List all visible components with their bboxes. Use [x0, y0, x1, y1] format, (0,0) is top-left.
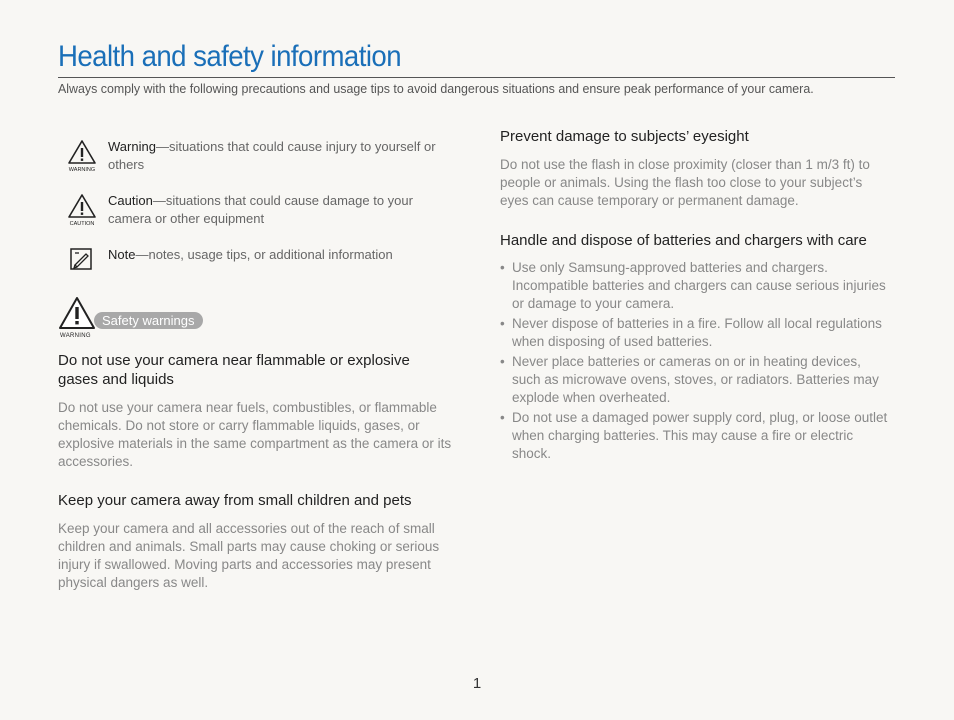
intro-text: Always comply with the following precautions and usage tips to avoid dangerous situations and ensure peak performance of your camera. — [58, 81, 814, 96]
section-eyesight-heading: Prevent damage to subjects’ eyesight — [500, 128, 749, 145]
warning-icon-caption: WARNING — [68, 167, 96, 173]
section-batteries — [500, 231, 892, 465]
title-divider — [58, 77, 895, 78]
legend-warning-text — [108, 138, 438, 174]
page-title: Health and safety information — [58, 40, 402, 73]
caution-icon — [66, 192, 98, 233]
section-eyesight-body: Do not use the flash in close proximity (closer than 1 m/3 ft) to people or animals. Using the flash too close to your subject’s eyes can cause temporary or permanent damage. — [500, 157, 870, 208]
legend-note-term: Note — [108, 247, 136, 262]
section-eyesight — [500, 127, 890, 210]
legend-caution-term: Caution — [108, 193, 153, 208]
section-flammable-heading: Do not use your camera near flammable or explosive gases and liquids — [58, 352, 410, 388]
section-flammable — [58, 351, 453, 471]
legend-caution-desc: —situations that could cause damage to your camera or other equipment — [108, 193, 413, 226]
list-item: • Do not use a damaged power supply cord, plug, or loose outlet when charging batteries. This may cause a fire or electric shock. — [500, 409, 892, 463]
warning-icon — [66, 138, 98, 179]
caution-icon-caption: CAUTION — [69, 221, 95, 227]
page-number: 1 — [472, 675, 482, 692]
legend-warning-desc: —situations that could cause injury to yourself or others — [108, 139, 436, 172]
section-flammable-body: Do not use your camera near fuels, combustibles, or flammable chemicals. Do not store or carry flammable liquids, gases, or explosive materials in the same compartment as the camera or its accessories. — [58, 400, 452, 469]
safety-warnings-label: Safety warnings — [94, 312, 203, 329]
list-item: • Never place batteries or cameras on or in heating devices, such as microwave ovens, stoves, or radiators. Batteries may explode when overheated. — [500, 353, 892, 407]
legend-note-text — [108, 246, 438, 264]
section-children-body: Keep your camera and all accessories out of the reach of small children and animals. Small parts may cause choking or serious injury if swallowed. Moving parts and accessories may present physical dangers as well. — [58, 521, 440, 590]
legend-caution-text — [108, 192, 438, 228]
legend-note-desc: —notes, usage tips, or additional information — [135, 247, 393, 262]
list-item: • Use only Samsung-approved batteries and chargers. Incompatible batteries and chargers can cause serious injuries or damage to your camera. — [500, 259, 892, 313]
section-children-heading: Keep your camera away from small children and pets — [58, 492, 412, 509]
list-item: • Never dispose of batteries in a fire. Follow all local regulations when disposing of used batteries. — [500, 315, 892, 351]
section-children — [58, 491, 453, 592]
section-batteries-heading: Handle and dispose of batteries and chargers with care — [500, 232, 867, 249]
legend-warning-term: Warning — [108, 139, 156, 154]
batteries-bullet-list — [500, 259, 892, 463]
safety-warnings-caption: WARNING — [60, 333, 91, 339]
safety-warning-icon — [58, 296, 98, 332]
note-icon — [70, 248, 92, 275]
